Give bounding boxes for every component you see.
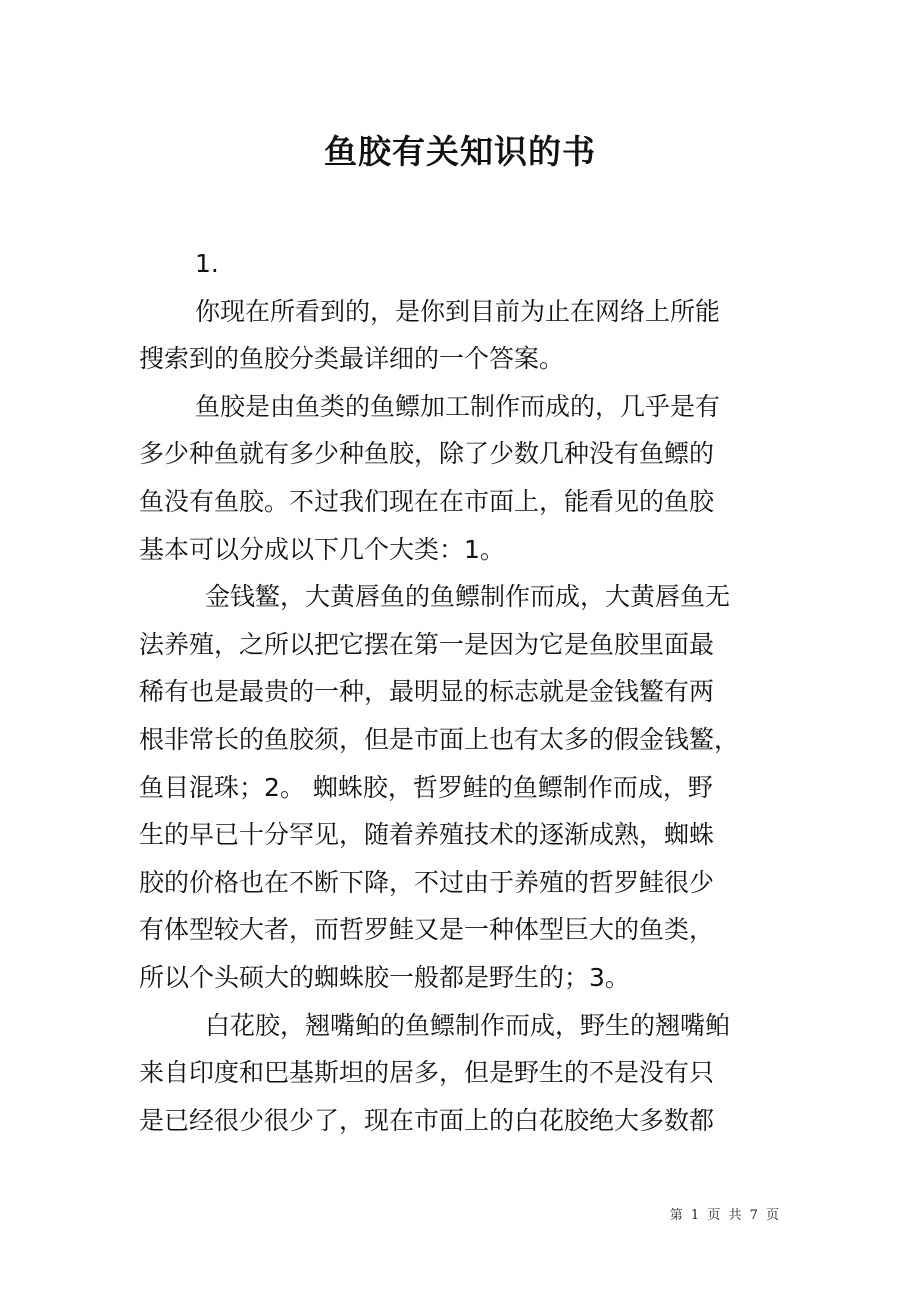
body-line: 1. (195, 249, 219, 278)
body-line: 鱼胶是由鱼类的鱼鳔加工制作而成的，几乎是有 (195, 391, 721, 421)
body-line: 基本可以分成以下几个大类：1。 (139, 534, 505, 564)
body-line: 白花胶，翘嘴鲌的鱼鳔制作而成，野生的翘嘴鲌 (205, 1010, 731, 1040)
page-number-footer: 第 1 页 共 7 页 (669, 1208, 781, 1223)
body-line: 来自印度和巴基斯坦的居多，但是野生的不是没有只 (139, 1058, 715, 1088)
body-line: 生的早已十分罕见，随着养殖技术的逐渐成熟，蜘蛛 (139, 820, 715, 850)
body-line: 金钱鳘，大黄唇鱼的鱼鳔制作而成，大黄唇鱼无 (205, 582, 731, 612)
body-line: 是已经很少很少了，现在市面上的白花胶绝大多数都 (139, 1105, 715, 1135)
body-line: 多少种鱼就有多少种鱼胶，除了少数几种没有鱼鳔的 (139, 439, 715, 469)
body-line: 根非常长的鱼胶须，但是市面上也有太多的假金钱鳘， (139, 724, 740, 754)
body-line: 所以个头硕大的蜘蛛胶一般都是野生的；3。 (139, 962, 630, 992)
body-line: 鱼没有鱼胶。不过我们现在在市面上，能看见的鱼胶 (139, 486, 715, 516)
body-line: 有体型较大者，而哲罗鲑又是一种体型巨大的鱼类， (139, 915, 715, 945)
body-line: 搜索到的鱼胶分类最详细的一个答案。 (139, 344, 565, 374)
body-line: 稀有也是最贵的一种，最明显的标志就是金钱鳘有两 (139, 677, 715, 707)
body-line: 鱼目混珠；2。 蜘蛛胶，哲罗鲑的鱼鳔制作而成，野 (139, 772, 713, 802)
body-line: 你现在所看到的，是你到目前为止在网络上所能 (195, 296, 721, 326)
document-title: 鱼胶有关知识的书 (324, 132, 596, 171)
body-line: 法养殖，之所以把它摆在第一是因为它是鱼胶里面最 (139, 629, 715, 659)
document-body (139, 240, 789, 1144)
body-line: 胶的价格也在不断下降，不过由于养殖的哲罗鲑很少 (139, 867, 715, 897)
